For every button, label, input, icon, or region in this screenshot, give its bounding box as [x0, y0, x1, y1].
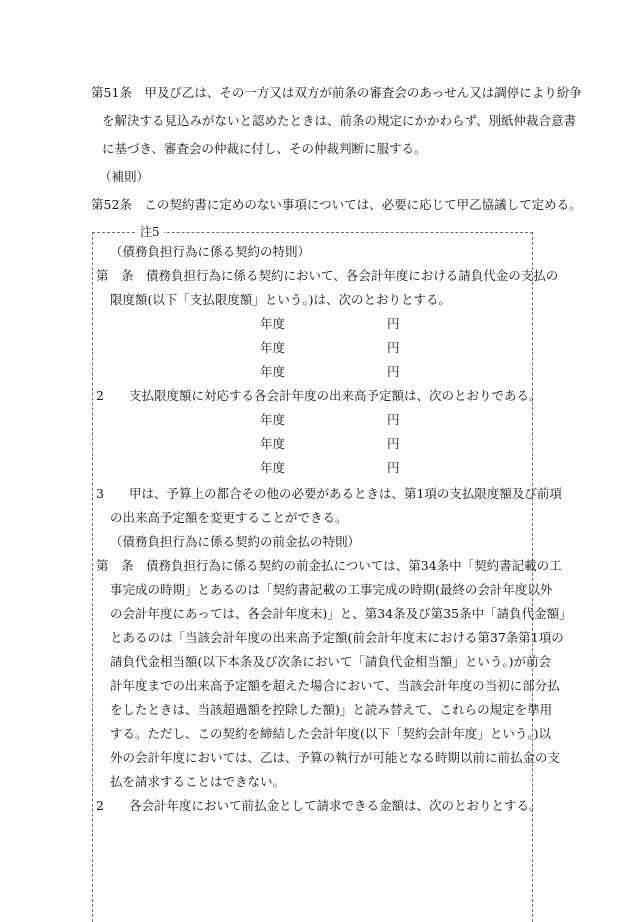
advance-article-line-9: 外の会計年度においては、乙は、予算の執行が可能となる時期以前に前払金の支 [110, 750, 561, 765]
yen-label: 円 [387, 436, 400, 451]
year-label: 年度 [260, 460, 286, 475]
note-5-box [92, 232, 533, 922]
debt-article-line-1: 第 条 債務負担行為に係る契約において、各会計年度における請負代金の支払の [96, 268, 559, 283]
debt-paragraph-2: 2 支払限度額に対応する各会計年度の出来高予定額は、次のとおりである。 [96, 388, 542, 403]
year-label: 年度 [260, 436, 286, 451]
yen-label: 円 [387, 364, 400, 379]
advance-article-line-2: 事完成の時期」とあるのは「契約書記載の工事完成の時期(最終の会計年度以外 [110, 582, 553, 597]
supplementary-heading: （補則） [99, 169, 150, 184]
article-52: 第52条 この契約書に定めのない事項については、必要に応じて甲乙協議して定める。 [91, 197, 582, 212]
advance-article-line-1: 第 条 債務負担行為に係る契約の前金払については、第34条中「契約書記載の工 [96, 558, 562, 573]
year-label: 年度 [260, 316, 286, 331]
article-51-line-1: 第51条 甲及び乙は、その一方又は双方が前条の審査会のあっせん又は調停により紛争 [91, 85, 582, 100]
debt-paragraph-3-line-1: 3 甲は、予算上の都合その他の必要があるときは、第1項の支払限度額及び前項 [96, 486, 562, 501]
article-51-line-3: に基づき、審査会の仲裁に付し、その仲裁判断に服する。 [102, 141, 427, 156]
advance-article-line-7: をしたときは、当該超過額を控除した額)」と読み替えて、これらの規定を準用 [110, 702, 553, 717]
advance-article-line-5: 請負代金相当額(以下本条及び次条において「請負代金相当額」という。)が前会 [110, 654, 552, 669]
advance-article-line-3: の会計年度にあっては、各会計年度末)」と、第34条及び第35条中「請負代金額」 [110, 606, 572, 621]
note-5-label: 注5 [136, 224, 164, 240]
yen-label: 円 [387, 412, 400, 427]
yen-label: 円 [387, 340, 400, 355]
article-51-line-2: を解決する見込みがないと認めたときは、前条の規定にかかわらず、別紙仲裁合意書 [102, 113, 577, 128]
yen-label: 円 [387, 316, 400, 331]
year-label: 年度 [260, 412, 286, 427]
advance-article-line-8: する。ただし、この契約を締結した会計年度(以下「契約会計年度」という。)以 [110, 726, 552, 741]
yen-label: 円 [387, 460, 400, 475]
advance-article-line-10: 払を請求することはできない。 [110, 774, 286, 789]
year-label: 年度 [260, 340, 286, 355]
debt-special-heading: （債務負担行為に係る契約の特則） [110, 244, 311, 259]
advance-article-line-6: 計年度までの出来高予定額を超えた場合において、当該会計年度の当初に部分払 [110, 678, 560, 693]
debt-article-line-2: 限度額(以下「支払限度額」という。)は、次のとおりとする。 [110, 292, 452, 307]
advance-article-line-4: とあるのは「当該会計年度の出来高予定額(前会計年度末における第37条第1項の [110, 630, 564, 645]
year-label: 年度 [260, 364, 286, 379]
advance-paragraph-2: 2 各会計年度において前払金として請求できる金額は、次のとおりとする。 [96, 798, 542, 813]
debt-paragraph-3-line-2: の出来高予定額を変更することができる。 [110, 510, 348, 525]
advance-special-heading: （債務負担行為に係る契約の前金払の特則） [110, 534, 361, 549]
